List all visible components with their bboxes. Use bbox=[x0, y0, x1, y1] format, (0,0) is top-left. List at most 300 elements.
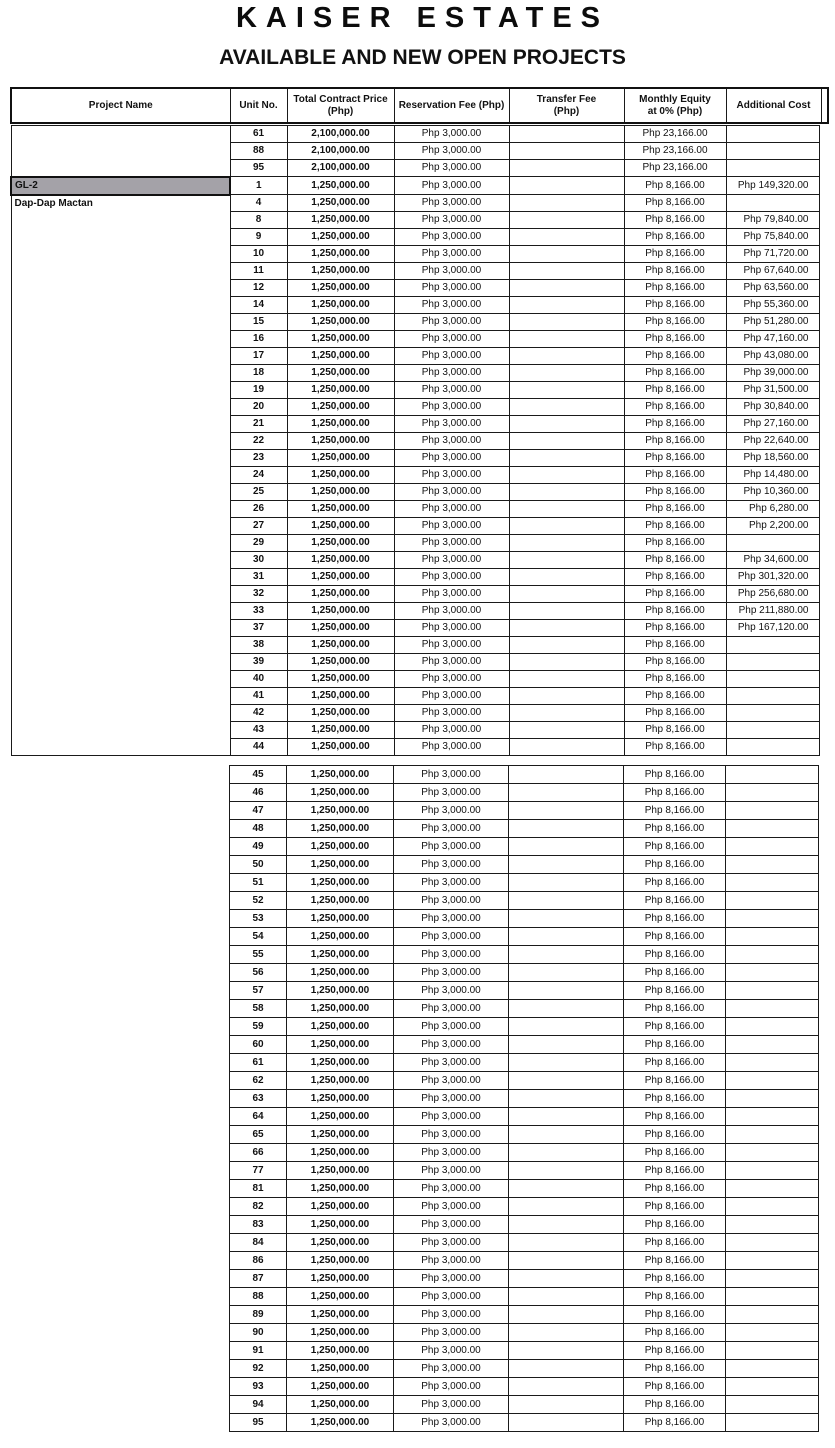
table-row bbox=[11, 280, 819, 297]
total-contract-price: 1,250,000.00 bbox=[287, 964, 394, 982]
additional-cost: Php 2,200.00 bbox=[726, 518, 819, 535]
total-contract-price: 1,250,000.00 bbox=[287, 874, 394, 892]
project-name-cell bbox=[11, 382, 230, 399]
monthly-equity: Php 8,166.00 bbox=[624, 297, 726, 314]
additional-cost bbox=[726, 856, 819, 874]
unit-number: 57 bbox=[230, 982, 287, 1000]
unit-number: 39 bbox=[230, 654, 287, 671]
total-contract-price: 1,250,000.00 bbox=[287, 1036, 394, 1054]
total-contract-price: 2,100,000.00 bbox=[287, 143, 394, 160]
reservation-fee: Php 3,000.00 bbox=[394, 501, 509, 518]
unit-number: 95 bbox=[230, 160, 287, 177]
total-contract-price: 1,250,000.00 bbox=[287, 928, 394, 946]
unit-number: 88 bbox=[230, 143, 287, 160]
total-contract-price: 1,250,000.00 bbox=[287, 1216, 394, 1234]
unit-number: 91 bbox=[230, 1342, 287, 1360]
project-name-cell bbox=[11, 518, 230, 535]
table-row bbox=[230, 802, 819, 820]
total-contract-price: 1,250,000.00 bbox=[287, 1270, 394, 1288]
monthly-equity: Php 8,166.00 bbox=[624, 229, 726, 246]
transfer-fee bbox=[509, 892, 624, 910]
unit-number: 89 bbox=[230, 1306, 287, 1324]
additional-cost: Php 34,600.00 bbox=[726, 552, 819, 569]
monthly-equity: Php 8,166.00 bbox=[624, 1072, 726, 1090]
monthly-equity: Php 8,166.00 bbox=[624, 1180, 726, 1198]
reservation-fee: Php 3,000.00 bbox=[394, 784, 509, 802]
unit-number: 8 bbox=[230, 212, 287, 229]
project-name-cell bbox=[11, 314, 230, 331]
unit-number: 14 bbox=[230, 297, 287, 314]
total-contract-price: 1,250,000.00 bbox=[287, 671, 394, 688]
reservation-fee: Php 3,000.00 bbox=[394, 1180, 509, 1198]
unit-number: 42 bbox=[230, 705, 287, 722]
unit-number: 22 bbox=[230, 433, 287, 450]
unit-number: 47 bbox=[230, 802, 287, 820]
transfer-fee bbox=[509, 552, 624, 569]
project-name-cell bbox=[11, 484, 230, 501]
table-row bbox=[11, 586, 819, 603]
unit-number: 82 bbox=[230, 1198, 287, 1216]
transfer-fee bbox=[509, 1126, 624, 1144]
transfer-fee bbox=[509, 1072, 624, 1090]
project-name-cell bbox=[11, 586, 230, 603]
additional-cost bbox=[726, 1306, 819, 1324]
total-contract-price: 1,250,000.00 bbox=[287, 212, 394, 229]
reservation-fee: Php 3,000.00 bbox=[394, 1036, 509, 1054]
transfer-fee bbox=[509, 722, 624, 739]
table-row bbox=[230, 1288, 819, 1306]
monthly-equity: Php 8,166.00 bbox=[624, 671, 726, 688]
additional-cost bbox=[726, 1288, 819, 1306]
transfer-fee bbox=[509, 705, 624, 722]
total-contract-price: 1,250,000.00 bbox=[287, 620, 394, 637]
additional-cost bbox=[726, 1234, 819, 1252]
total-contract-price: 1,250,000.00 bbox=[287, 263, 394, 280]
reservation-fee: Php 3,000.00 bbox=[394, 1144, 509, 1162]
project-name-cell bbox=[11, 450, 230, 467]
project-name-gl2: GL-2 bbox=[11, 177, 230, 195]
transfer-fee bbox=[509, 1396, 624, 1414]
monthly-equity: Php 8,166.00 bbox=[624, 838, 726, 856]
unit-number: 77 bbox=[230, 1162, 287, 1180]
total-contract-price: 1,250,000.00 bbox=[287, 784, 394, 802]
total-contract-price: 1,250,000.00 bbox=[287, 705, 394, 722]
reservation-fee: Php 3,000.00 bbox=[394, 874, 509, 892]
reservation-fee: Php 3,000.00 bbox=[394, 1162, 509, 1180]
monthly-equity: Php 8,166.00 bbox=[624, 1270, 726, 1288]
project-name-cell bbox=[11, 620, 230, 637]
units-table-part1 bbox=[10, 125, 820, 756]
total-contract-price: 1,250,000.00 bbox=[287, 1144, 394, 1162]
additional-cost: Php 39,000.00 bbox=[726, 365, 819, 382]
transfer-fee bbox=[509, 518, 624, 535]
reservation-fee: Php 3,000.00 bbox=[394, 1324, 509, 1342]
monthly-equity: Php 8,166.00 bbox=[624, 177, 726, 195]
total-contract-price: 1,250,000.00 bbox=[287, 1108, 394, 1126]
total-contract-price: 1,250,000.00 bbox=[287, 1360, 394, 1378]
table-row bbox=[11, 603, 819, 620]
total-contract-price: 1,250,000.00 bbox=[287, 1396, 394, 1414]
transfer-fee bbox=[509, 569, 624, 586]
table-row bbox=[11, 501, 819, 518]
transfer-fee bbox=[509, 654, 624, 671]
table-row bbox=[230, 964, 819, 982]
reservation-fee: Php 3,000.00 bbox=[394, 143, 509, 160]
transfer-fee bbox=[509, 1324, 624, 1342]
reservation-fee: Php 3,000.00 bbox=[394, 518, 509, 535]
project-name-cell bbox=[11, 535, 230, 552]
reservation-fee: Php 3,000.00 bbox=[394, 314, 509, 331]
reservation-fee: Php 3,000.00 bbox=[394, 946, 509, 964]
reservation-fee: Php 3,000.00 bbox=[394, 280, 509, 297]
unit-number: 65 bbox=[230, 1126, 287, 1144]
project-name-cell bbox=[11, 263, 230, 280]
header-total-contract-price: Total Contract Price (Php) bbox=[287, 88, 394, 123]
total-contract-price: 1,250,000.00 bbox=[287, 1252, 394, 1270]
transfer-fee bbox=[509, 874, 624, 892]
table-row bbox=[230, 892, 819, 910]
project-name-cell bbox=[11, 348, 230, 365]
reservation-fee: Php 3,000.00 bbox=[394, 484, 509, 501]
table-row bbox=[11, 212, 819, 229]
unit-number: 1 bbox=[230, 177, 287, 195]
project-name-cell bbox=[11, 671, 230, 688]
monthly-equity: Php 8,166.00 bbox=[624, 603, 726, 620]
additional-cost: Php 47,160.00 bbox=[726, 331, 819, 348]
reservation-fee: Php 3,000.00 bbox=[394, 603, 509, 620]
table-row bbox=[11, 229, 819, 246]
monthly-equity: Php 8,166.00 bbox=[624, 964, 726, 982]
additional-cost bbox=[726, 671, 819, 688]
total-contract-price: 1,250,000.00 bbox=[287, 1288, 394, 1306]
monthly-equity: Php 8,166.00 bbox=[624, 1378, 726, 1396]
transfer-fee bbox=[509, 739, 624, 756]
additional-cost bbox=[726, 722, 819, 739]
monthly-equity: Php 8,166.00 bbox=[624, 1342, 726, 1360]
total-contract-price: 1,250,000.00 bbox=[287, 637, 394, 654]
unit-number: 81 bbox=[230, 1180, 287, 1198]
monthly-equity: Php 8,166.00 bbox=[624, 654, 726, 671]
monthly-equity: Php 8,166.00 bbox=[624, 620, 726, 637]
additional-cost bbox=[726, 946, 819, 964]
monthly-equity: Php 8,166.00 bbox=[624, 1306, 726, 1324]
project-name-cell bbox=[11, 331, 230, 348]
table-row bbox=[11, 705, 819, 722]
additional-cost bbox=[726, 126, 819, 143]
monthly-equity: Php 8,166.00 bbox=[624, 1108, 726, 1126]
reservation-fee: Php 3,000.00 bbox=[394, 365, 509, 382]
reservation-fee: Php 3,000.00 bbox=[394, 535, 509, 552]
reservation-fee: Php 3,000.00 bbox=[394, 688, 509, 705]
project-name-cell bbox=[11, 688, 230, 705]
table-row bbox=[11, 177, 819, 195]
transfer-fee bbox=[509, 766, 624, 784]
unit-number: 60 bbox=[230, 1036, 287, 1054]
transfer-fee bbox=[509, 229, 624, 246]
monthly-equity: Php 8,166.00 bbox=[624, 535, 726, 552]
header-reservation-fee: Reservation Fee (Php) bbox=[394, 88, 509, 123]
reservation-fee: Php 3,000.00 bbox=[394, 348, 509, 365]
monthly-equity: Php 8,166.00 bbox=[624, 766, 726, 784]
reservation-fee: Php 3,000.00 bbox=[394, 195, 509, 212]
unit-number: 30 bbox=[230, 552, 287, 569]
transfer-fee bbox=[509, 1108, 624, 1126]
unit-number: 90 bbox=[230, 1324, 287, 1342]
unit-number: 24 bbox=[230, 467, 287, 484]
total-contract-price: 1,250,000.00 bbox=[287, 1378, 394, 1396]
additional-cost bbox=[726, 1072, 819, 1090]
unit-number: 44 bbox=[230, 739, 287, 756]
unit-number: 53 bbox=[230, 910, 287, 928]
additional-cost: Php 27,160.00 bbox=[726, 416, 819, 433]
table-row bbox=[11, 620, 819, 637]
transfer-fee bbox=[509, 331, 624, 348]
total-contract-price: 1,250,000.00 bbox=[287, 739, 394, 756]
unit-number: 31 bbox=[230, 569, 287, 586]
total-contract-price: 1,250,000.00 bbox=[287, 766, 394, 784]
total-contract-price: 1,250,000.00 bbox=[287, 348, 394, 365]
additional-cost bbox=[726, 838, 819, 856]
table-row bbox=[230, 1036, 819, 1054]
total-contract-price: 1,250,000.00 bbox=[287, 1324, 394, 1342]
monthly-equity: Php 8,166.00 bbox=[624, 705, 726, 722]
project-name-cell bbox=[11, 501, 230, 518]
reservation-fee: Php 3,000.00 bbox=[394, 1252, 509, 1270]
transfer-fee bbox=[509, 784, 624, 802]
additional-cost bbox=[726, 654, 819, 671]
total-contract-price: 1,250,000.00 bbox=[287, 569, 394, 586]
transfer-fee bbox=[509, 126, 624, 143]
table-row bbox=[11, 518, 819, 535]
page-title: KAISER ESTATES bbox=[235, 2, 610, 34]
additional-cost: Php 22,640.00 bbox=[726, 433, 819, 450]
reservation-fee: Php 3,000.00 bbox=[394, 820, 509, 838]
transfer-fee bbox=[509, 1234, 624, 1252]
transfer-fee bbox=[509, 365, 624, 382]
transfer-fee bbox=[509, 688, 624, 705]
transfer-fee bbox=[509, 1342, 624, 1360]
unit-number: 51 bbox=[230, 874, 287, 892]
additional-cost bbox=[726, 637, 819, 654]
monthly-equity: Php 8,166.00 bbox=[624, 569, 726, 586]
total-contract-price: 1,250,000.00 bbox=[287, 229, 394, 246]
header-unit-no: Unit No. bbox=[230, 88, 287, 123]
monthly-equity: Php 8,166.00 bbox=[624, 1126, 726, 1144]
page-subtitle: AVAILABLE AND NEW OPEN PROJECTS bbox=[219, 46, 626, 69]
monthly-equity: Php 8,166.00 bbox=[624, 637, 726, 654]
unit-number: 83 bbox=[230, 1216, 287, 1234]
unit-number: 12 bbox=[230, 280, 287, 297]
table-row bbox=[230, 946, 819, 964]
total-contract-price: 1,250,000.00 bbox=[287, 982, 394, 1000]
project-name-cell bbox=[11, 280, 230, 297]
total-contract-price: 1,250,000.00 bbox=[287, 1126, 394, 1144]
transfer-fee bbox=[509, 382, 624, 399]
unit-number: 95 bbox=[230, 1414, 287, 1432]
additional-cost: Php 149,320.00 bbox=[726, 177, 819, 195]
reservation-fee: Php 3,000.00 bbox=[394, 722, 509, 739]
total-contract-price: 1,250,000.00 bbox=[287, 450, 394, 467]
total-contract-price: 1,250,000.00 bbox=[287, 280, 394, 297]
transfer-fee bbox=[509, 1000, 624, 1018]
reservation-fee: Php 3,000.00 bbox=[394, 739, 509, 756]
table-row bbox=[11, 399, 819, 416]
monthly-equity: Php 8,166.00 bbox=[624, 784, 726, 802]
reservation-fee: Php 3,000.00 bbox=[394, 467, 509, 484]
transfer-fee bbox=[509, 195, 624, 212]
transfer-fee bbox=[509, 1360, 624, 1378]
monthly-equity: Php 8,166.00 bbox=[624, 1036, 726, 1054]
reservation-fee: Php 3,000.00 bbox=[394, 229, 509, 246]
total-contract-price: 1,250,000.00 bbox=[287, 1234, 394, 1252]
reservation-fee: Php 3,000.00 bbox=[394, 982, 509, 1000]
table-row bbox=[230, 1018, 819, 1036]
additional-cost bbox=[726, 784, 819, 802]
transfer-fee bbox=[509, 314, 624, 331]
reservation-fee: Php 3,000.00 bbox=[394, 766, 509, 784]
unit-number: 11 bbox=[230, 263, 287, 280]
unit-number: 26 bbox=[230, 501, 287, 518]
table-row bbox=[230, 1054, 819, 1072]
reservation-fee: Php 3,000.00 bbox=[394, 637, 509, 654]
reservation-fee: Php 3,000.00 bbox=[394, 705, 509, 722]
reservation-fee: Php 3,000.00 bbox=[394, 620, 509, 637]
reservation-fee: Php 3,000.00 bbox=[394, 1414, 509, 1432]
total-contract-price: 1,250,000.00 bbox=[287, 246, 394, 263]
additional-cost: Php 30,840.00 bbox=[726, 399, 819, 416]
monthly-equity: Php 23,166.00 bbox=[624, 126, 726, 143]
total-contract-price: 1,250,000.00 bbox=[287, 654, 394, 671]
reservation-fee: Php 3,000.00 bbox=[394, 1018, 509, 1036]
unit-number: 92 bbox=[230, 1360, 287, 1378]
unit-number: 63 bbox=[230, 1090, 287, 1108]
total-contract-price: 1,250,000.00 bbox=[287, 518, 394, 535]
monthly-equity: Php 8,166.00 bbox=[624, 467, 726, 484]
additional-cost: Php 256,680.00 bbox=[726, 586, 819, 603]
project-name-cell bbox=[11, 143, 230, 160]
total-contract-price: 1,250,000.00 bbox=[287, 467, 394, 484]
table-row bbox=[230, 1414, 819, 1432]
table-row bbox=[230, 1180, 819, 1198]
project-name-cell bbox=[11, 705, 230, 722]
table-row bbox=[11, 331, 819, 348]
transfer-fee bbox=[509, 1414, 624, 1432]
transfer-fee bbox=[509, 1018, 624, 1036]
additional-cost bbox=[726, 1252, 819, 1270]
transfer-fee bbox=[509, 177, 624, 195]
monthly-equity: Php 8,166.00 bbox=[624, 501, 726, 518]
table-row bbox=[11, 297, 819, 314]
project-name-cell bbox=[11, 297, 230, 314]
additional-cost: Php 55,360.00 bbox=[726, 297, 819, 314]
monthly-equity: Php 8,166.00 bbox=[624, 1252, 726, 1270]
unit-number: 15 bbox=[230, 314, 287, 331]
project-name-cell bbox=[11, 654, 230, 671]
transfer-fee bbox=[509, 838, 624, 856]
table-row bbox=[230, 838, 819, 856]
reservation-fee: Php 3,000.00 bbox=[394, 671, 509, 688]
unit-number: 20 bbox=[230, 399, 287, 416]
reservation-fee: Php 3,000.00 bbox=[394, 399, 509, 416]
transfer-fee bbox=[509, 856, 624, 874]
monthly-equity: Php 8,166.00 bbox=[624, 1000, 726, 1018]
table-row bbox=[11, 688, 819, 705]
project-name-dapdap: Dap-Dap Mactan bbox=[11, 195, 230, 212]
additional-cost: Php 6,280.00 bbox=[726, 501, 819, 518]
monthly-equity: Php 8,166.00 bbox=[624, 348, 726, 365]
table-row bbox=[11, 143, 819, 160]
total-contract-price: 1,250,000.00 bbox=[287, 177, 394, 195]
table-row bbox=[11, 365, 819, 382]
table-row bbox=[230, 784, 819, 802]
table-row bbox=[230, 1198, 819, 1216]
additional-cost: Php 211,880.00 bbox=[726, 603, 819, 620]
reservation-fee: Php 3,000.00 bbox=[394, 331, 509, 348]
reservation-fee: Php 3,000.00 bbox=[394, 1108, 509, 1126]
monthly-equity: Php 8,166.00 bbox=[624, 856, 726, 874]
additional-cost: Php 31,500.00 bbox=[726, 382, 819, 399]
unit-number: 52 bbox=[230, 892, 287, 910]
project-name-cell bbox=[11, 433, 230, 450]
total-contract-price: 1,250,000.00 bbox=[287, 1018, 394, 1036]
monthly-equity: Php 8,166.00 bbox=[624, 1144, 726, 1162]
unit-number: 64 bbox=[230, 1108, 287, 1126]
transfer-fee bbox=[509, 910, 624, 928]
table-row bbox=[230, 856, 819, 874]
unit-number: 55 bbox=[230, 946, 287, 964]
monthly-equity: Php 8,166.00 bbox=[624, 982, 726, 1000]
reservation-fee: Php 3,000.00 bbox=[394, 450, 509, 467]
table-row bbox=[11, 484, 819, 501]
total-contract-price: 1,250,000.00 bbox=[287, 484, 394, 501]
additional-cost bbox=[726, 1180, 819, 1198]
transfer-fee bbox=[509, 1198, 624, 1216]
monthly-equity: Php 8,166.00 bbox=[624, 874, 726, 892]
unit-number: 56 bbox=[230, 964, 287, 982]
additional-cost: Php 18,560.00 bbox=[726, 450, 819, 467]
transfer-fee bbox=[509, 1216, 624, 1234]
total-contract-price: 1,250,000.00 bbox=[287, 722, 394, 739]
table-row bbox=[230, 1378, 819, 1396]
reservation-fee: Php 3,000.00 bbox=[394, 1234, 509, 1252]
table-row bbox=[11, 126, 819, 143]
unit-number: 93 bbox=[230, 1378, 287, 1396]
table-row bbox=[11, 450, 819, 467]
reservation-fee: Php 3,000.00 bbox=[394, 297, 509, 314]
reservation-fee: Php 3,000.00 bbox=[394, 433, 509, 450]
additional-cost bbox=[726, 1270, 819, 1288]
unit-number: 10 bbox=[230, 246, 287, 263]
total-contract-price: 1,250,000.00 bbox=[287, 365, 394, 382]
total-contract-price: 1,250,000.00 bbox=[287, 416, 394, 433]
reservation-fee: Php 3,000.00 bbox=[394, 1378, 509, 1396]
reservation-fee: Php 3,000.00 bbox=[394, 1090, 509, 1108]
additional-cost bbox=[726, 1396, 819, 1414]
project-name-cell bbox=[11, 722, 230, 739]
table-row bbox=[11, 552, 819, 569]
monthly-equity: Php 8,166.00 bbox=[624, 552, 726, 569]
table-row bbox=[230, 1270, 819, 1288]
transfer-fee bbox=[509, 802, 624, 820]
additional-cost bbox=[726, 820, 819, 838]
additional-cost: Php 63,560.00 bbox=[726, 280, 819, 297]
transfer-fee bbox=[509, 1054, 624, 1072]
total-contract-price: 1,250,000.00 bbox=[287, 820, 394, 838]
transfer-fee bbox=[509, 1180, 624, 1198]
table-row bbox=[230, 1126, 819, 1144]
unit-number: 9 bbox=[230, 229, 287, 246]
reservation-fee: Php 3,000.00 bbox=[394, 1270, 509, 1288]
